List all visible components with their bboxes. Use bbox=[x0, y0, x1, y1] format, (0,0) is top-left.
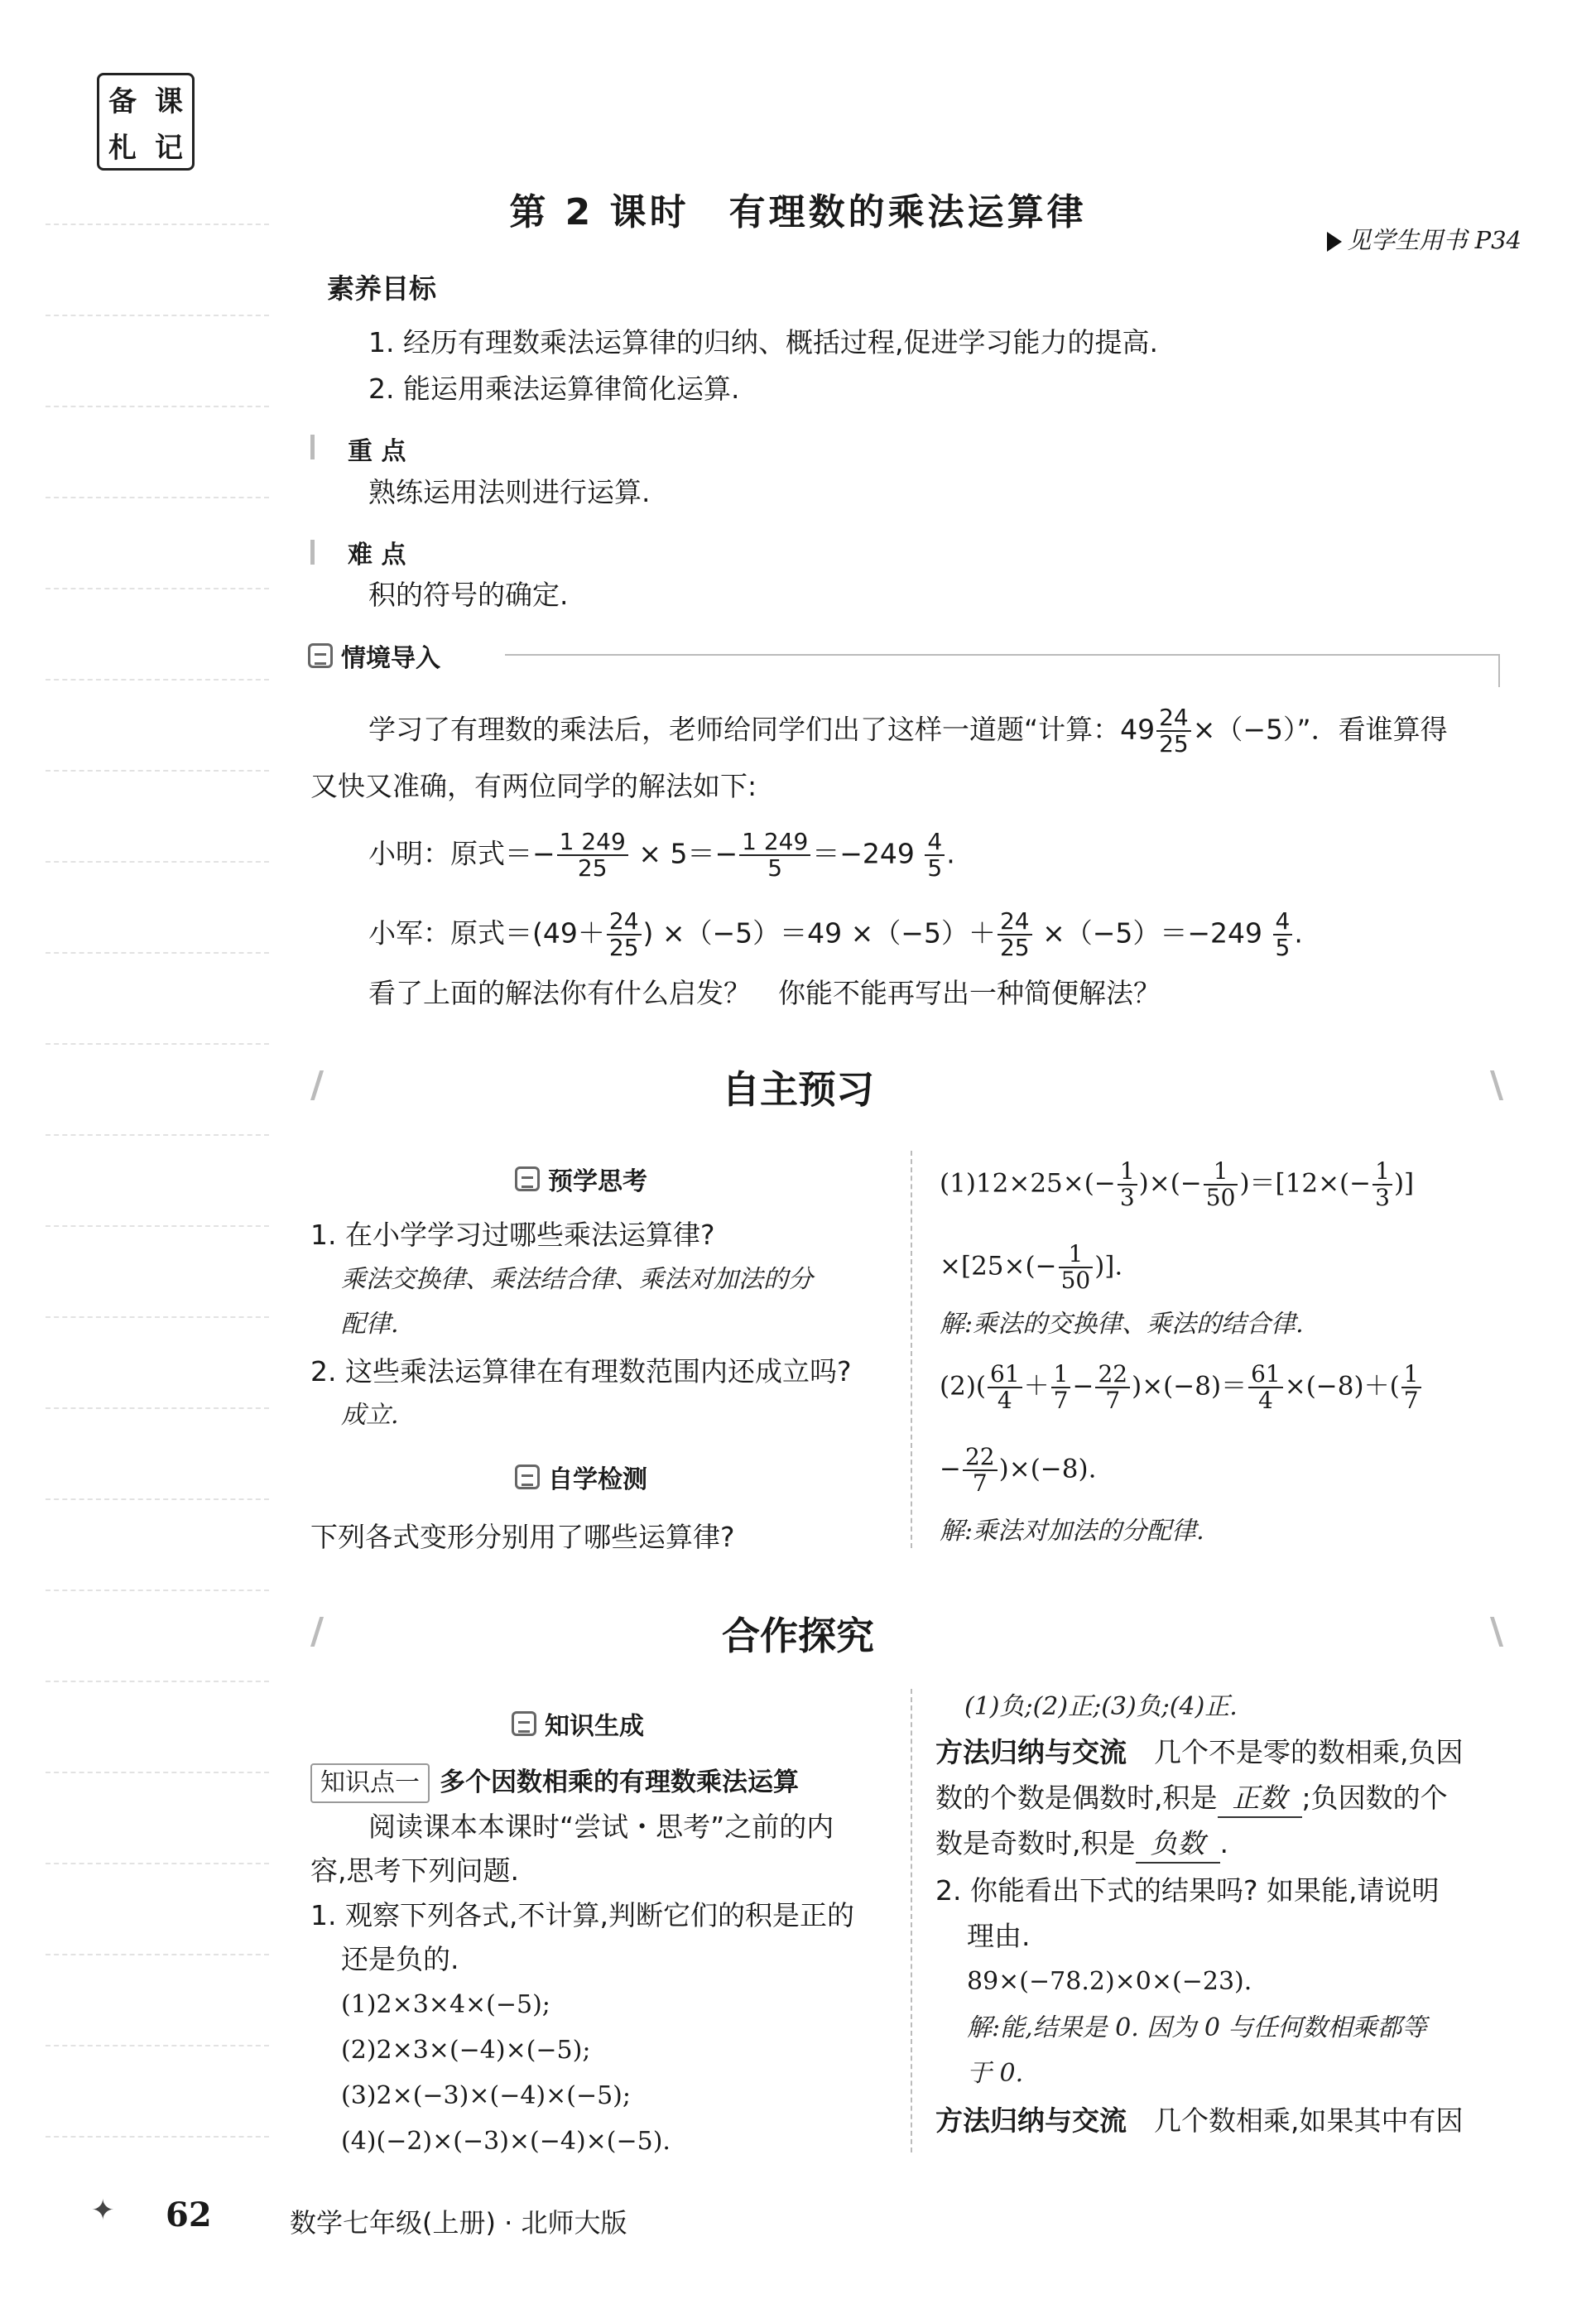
knowledge-point: 知识点一 多个因数相乘的有理数乘法运算 bbox=[310, 1763, 799, 1803]
student-book-ref: 见学生用书 P34 bbox=[1327, 222, 1521, 256]
intro-paragraph: 又快又准确，有两位同学的解法如下: bbox=[310, 770, 757, 802]
think-heading: 预学思考 bbox=[515, 1161, 647, 1197]
xiaojun-solution: 小军：原式＝(49＋ $\frac{24}{25}$ ) ×（−5）＝49 ×（−5）＋ $\frac{24}{25}$ ×（−5）＝−249 $\frac{4}{5}$ . bbox=[368, 907, 1303, 961]
intro-question: 看了上面的解法你有什么启发？ 你能不能再写出一种简便解法？ bbox=[368, 977, 1161, 1009]
expr-2: (2)( $\frac{61}{4}$ ＋ $\frac{1}{7}$ − $\frac{22}{7}$ )×(−8)＝ $\frac{61}{4}$ ×(−8)＋( $\frac{1}{7}$ bbox=[940, 1362, 1423, 1413]
check-question: 下列各式变形分别用了哪些运算律? bbox=[310, 1521, 735, 1553]
solution-2: 解:乘法对加法的分配律. bbox=[940, 1517, 1204, 1546]
bar-marker bbox=[310, 540, 315, 565]
deco-slash: / bbox=[310, 1064, 324, 1106]
deco-slash: \ bbox=[1490, 1610, 1504, 1652]
solution-q2: 于 0. bbox=[967, 2059, 1024, 2088]
book-title: 数学七年级(上册) · 北师大版 bbox=[290, 2207, 627, 2239]
method-1: 数是奇数时,积是 负数 . bbox=[935, 1825, 1228, 1864]
think-a1: 配律. bbox=[341, 1310, 399, 1339]
expression: (2)2×3×(−4)×(−5); bbox=[341, 2036, 591, 2065]
think-q1: 1. 在小学学习过哪些乘法运算律? bbox=[310, 1219, 715, 1251]
expr-1: (1)12×25×(− $\frac{1}{3}$ )×(− $\frac{1}{50}$ )＝[12×(− $\frac{1}{3}$ )] bbox=[940, 1157, 1415, 1211]
goal-item: 1. 经历有理数乘法运算律的归纳、概括过程,促进学习能力的提高. bbox=[368, 326, 1158, 358]
answer-signs: (1)负;(2)正;(3)负;(4)正. bbox=[964, 1692, 1238, 1721]
question-2-expr: 89×(−78.2)×0×(−23). bbox=[967, 1967, 1252, 1996]
section-title-preview: 自主预习 bbox=[722, 1067, 874, 1112]
intro-icon bbox=[308, 643, 333, 668]
intro-heading: 情境导入 bbox=[308, 637, 440, 674]
intro-rule-end bbox=[1498, 654, 1500, 687]
difficult-heading: 难 点 bbox=[348, 541, 406, 570]
method-1: 数的个数是偶数时,积是 正数 ;负因数的个 bbox=[935, 1780, 1448, 1818]
question-1: 还是负的. bbox=[341, 1943, 459, 1975]
read-text: 容,思考下列问题. bbox=[310, 1854, 519, 1887]
solution-q2: 解:能,结果是 0. 因为 0 与任何数相乘都等 bbox=[967, 2013, 1427, 2042]
goal-item: 2. 能运用乘法运算律简化运算. bbox=[368, 373, 740, 405]
blank-answer: 负数 bbox=[1136, 1825, 1220, 1864]
question-2: 2. 你能看出下式的结果吗? 如果能,请说明 bbox=[935, 1874, 1440, 1907]
expr-1b: ×[25×(− $\frac{1}{50}$ )]. bbox=[940, 1240, 1123, 1294]
page-number: 62 bbox=[166, 2196, 212, 2234]
footer-deco-icon: ✦ bbox=[91, 2194, 115, 2227]
gen-icon bbox=[512, 1711, 536, 1736]
intro-rule bbox=[505, 654, 1498, 656]
expression: (4)(−2)×(−3)×(−4)×(−5). bbox=[341, 2127, 671, 2156]
column-divider bbox=[911, 1151, 912, 1548]
knowledge-tag: 知识点一 bbox=[310, 1763, 430, 1803]
think-a1: 乘法交换律、乘法结合律、乘法对加法的分 bbox=[341, 1265, 813, 1294]
check-heading: 自学检测 bbox=[515, 1459, 647, 1495]
fraction: $\frac{1 249}{5}$ bbox=[739, 830, 810, 881]
expression: (3)2×(−3)×(−4)×(−5); bbox=[341, 2081, 631, 2110]
solution-1: 解:乘法的交换律、乘法的结合律. bbox=[940, 1310, 1304, 1339]
triangle-icon bbox=[1327, 232, 1342, 252]
read-text: 阅读课本本课时“尝试・思考”之前的内 bbox=[368, 1811, 834, 1843]
key-heading: 重 点 bbox=[348, 437, 406, 466]
key-text: 熟练运用法则进行运算. bbox=[368, 476, 651, 508]
difficult-text: 积的符号的确定. bbox=[368, 579, 569, 611]
fraction: $\frac{4}{5}$ bbox=[925, 830, 945, 881]
goals-heading: 素养目标 bbox=[327, 272, 436, 305]
method-2: 方法归纳与交流 几个数相乘,如果其中有因 bbox=[935, 2104, 1464, 2137]
bar-marker bbox=[310, 435, 315, 459]
think-q2: 2. 这些乘法运算律在有理数范围内还成立吗? bbox=[310, 1355, 852, 1388]
fraction: $\frac{4}{5}$ bbox=[1273, 909, 1293, 960]
fraction: $\frac{24}{25}$ bbox=[1156, 705, 1191, 757]
deco-slash: / bbox=[310, 1610, 324, 1652]
expr-2b: − $\frac{22}{7}$ )×(−8). bbox=[940, 1443, 1097, 1497]
intro-paragraph: 学习了有理数的乘法后，老师给同学们出了这样一道题“计算：49 $\frac{24}{25}$ ×（−5）”．看谁算得 bbox=[368, 704, 1448, 758]
think-icon bbox=[515, 1166, 540, 1191]
question-2: 理由. bbox=[967, 1920, 1031, 1952]
blank-answer: 正数 bbox=[1218, 1780, 1302, 1818]
page-title: 第 2 课时 有理数的乘法运算律 bbox=[509, 191, 1087, 233]
method-1: 方法归纳与交流 几个不是零的数相乘,负因 bbox=[935, 1736, 1464, 1768]
gen-heading: 知识生成 bbox=[512, 1705, 644, 1742]
deco-slash: \ bbox=[1490, 1064, 1504, 1106]
expression: (1)2×3×4×(−5); bbox=[341, 1990, 550, 2019]
fraction: $\frac{24}{25}$ bbox=[997, 909, 1032, 960]
question-1: 1. 观察下列各式,不计算,判断它们的积是正的 bbox=[310, 1899, 854, 1931]
think-a2: 成立. bbox=[341, 1401, 399, 1430]
column-divider bbox=[911, 1689, 912, 2152]
xiaoming-solution: 小明：原式＝− $\frac{1 249}{25}$ × 5＝− $\frac{1 249}{5}$ ＝−249 $\frac{4}{5}$ . bbox=[368, 828, 955, 882]
fraction: $\frac{1 249}{25}$ bbox=[557, 830, 628, 881]
check-icon bbox=[515, 1464, 540, 1489]
section-title-explore: 合作探究 bbox=[722, 1614, 874, 1658]
notes-logo: 备 课 札 记 bbox=[97, 73, 195, 171]
fraction: $\frac{24}{25}$ bbox=[607, 909, 642, 960]
